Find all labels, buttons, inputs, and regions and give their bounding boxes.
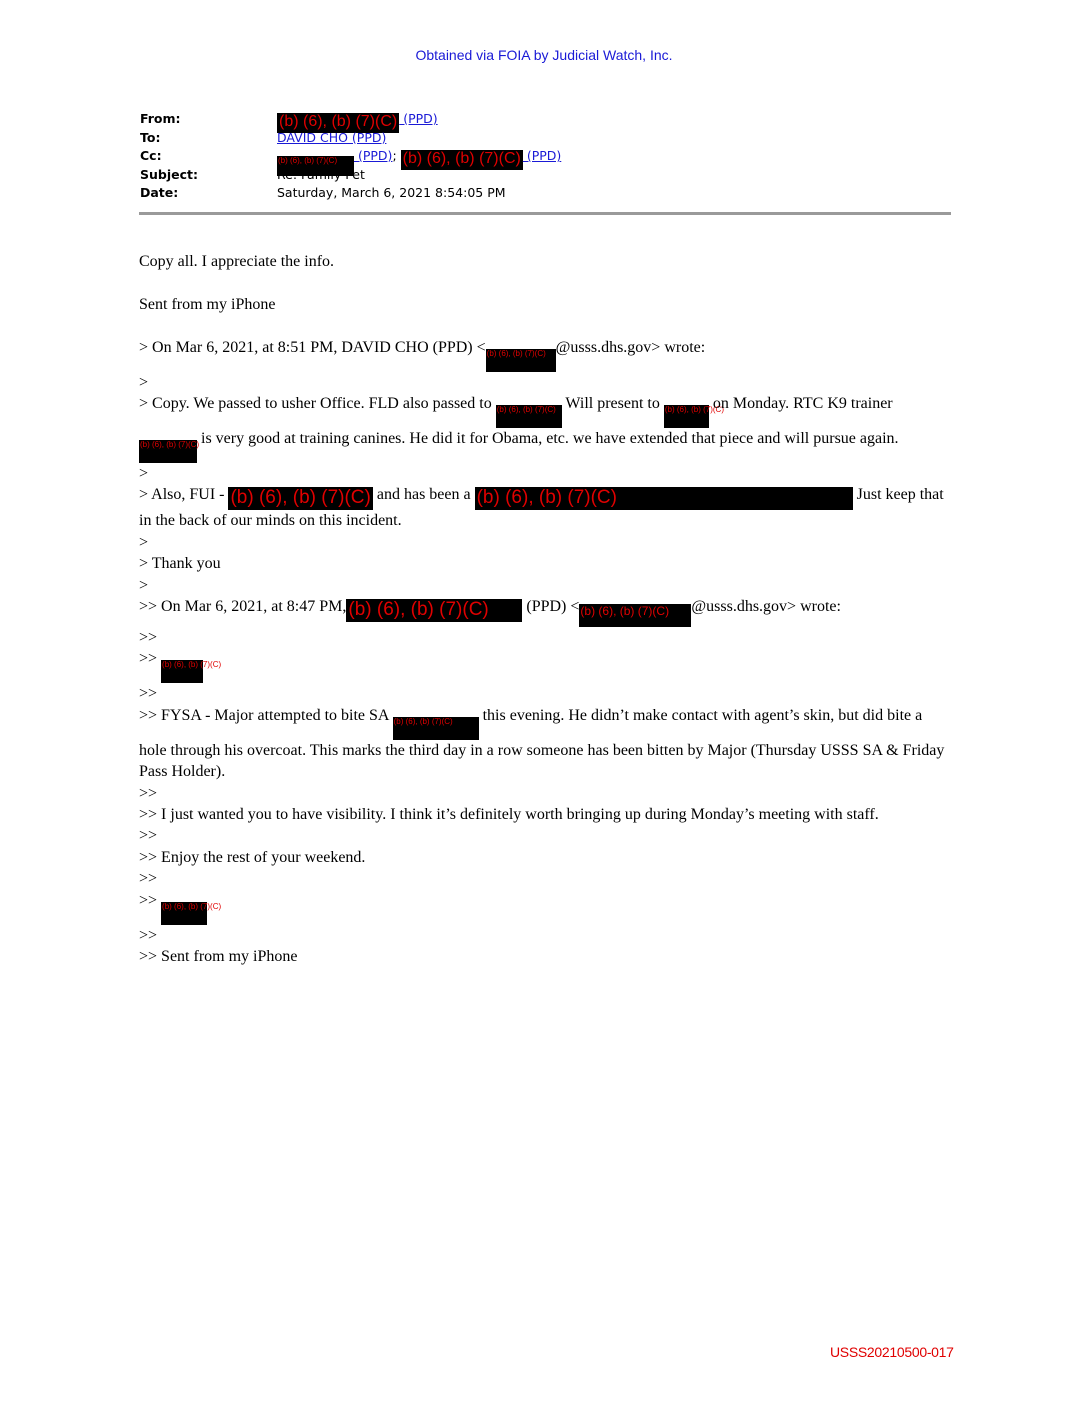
nested-quote-blank: >> bbox=[139, 827, 158, 845]
reply-signature: Sent from my iPhone bbox=[139, 295, 276, 313]
nested-quote-signature-name: >> (b) (6), (b) (7)(C) bbox=[139, 890, 951, 925]
quote-line: > Thank you bbox=[139, 555, 221, 573]
nested-quote-blank: >> bbox=[139, 685, 158, 703]
document-bates-number: USSS20210500-017 bbox=[830, 1344, 954, 1360]
date-value: Saturday, March 6, 2021 8:54:05 PM bbox=[277, 185, 506, 200]
nested-quote-blank: >> bbox=[139, 784, 158, 802]
nested-quote-line: >> Enjoy the rest of your weekend. bbox=[139, 848, 366, 866]
redaction-block: (b) (6), (b) (7)(C) bbox=[161, 660, 203, 683]
quote-paragraph: > Copy. We passed to usher Office. FLD also passed to (b) (6), (b) (7)(C) Will present to (b) (6), (b) (7)(C) on Monday. RTC K9 trainer (b) (6), (b) (7)(C) is very good at training canines. He did it for Obama, etc. we have extended that piece and will pursue again. bbox=[139, 393, 951, 463]
nested-quote-salutation: >> (b) (6), (b) (7)(C) bbox=[139, 648, 951, 683]
nested-quote-blank: >> bbox=[139, 926, 158, 944]
redaction-block: (b) (6), (b) (7)(C) bbox=[393, 717, 479, 740]
redaction-block: (b) (6), (b) (7)(C) bbox=[486, 349, 556, 372]
cc-suffix-1[interactable]: (PPD) bbox=[354, 148, 393, 163]
redaction-block: (b) (6), (b) (7)(C) bbox=[346, 599, 522, 622]
nested-quote-line: >> I just wanted you to have visibility. I think it’s definitely worth bringing up during Monday’s meeting with staff. bbox=[139, 806, 879, 824]
redaction-block: (b) (6), (b) (7)(C) bbox=[475, 487, 853, 510]
nested-quote-signature: >> Sent from my iPhone bbox=[139, 948, 298, 966]
quote-blank: > bbox=[139, 465, 149, 482]
quote-paragraph: > Also, FUI - (b) (6), (b) (7)(C) and has been a (b) (6), (b) (7)(C) Just keep that in the back of our minds on this incident. bbox=[139, 486, 944, 530]
nested-quote-blank: >> bbox=[139, 629, 158, 647]
redaction-block: (b) (6), (b) (7)(C) bbox=[496, 405, 562, 428]
cc-suffix-2[interactable]: (PPD) bbox=[522, 148, 562, 163]
quote-header: > On Mar 6, 2021, at 8:51 PM, DAVID CHO (PPD) <(b) (6), (b) (7)(C) @usss.dhs.gov> wrote: bbox=[139, 337, 951, 372]
redaction-block: (b) (6), (b) (7)(C) bbox=[139, 440, 197, 463]
redaction-block: (b) (6), (b) (7)(C) bbox=[277, 113, 399, 133]
redaction-block: (b) (6), (b) (7)(C) bbox=[664, 405, 709, 428]
redaction-block: (b) (6), (b) (7)(C) bbox=[230, 487, 371, 509]
quote-blank: > bbox=[139, 576, 149, 594]
header-divider bbox=[139, 212, 951, 215]
nested-quote-header: >> On Mar 6, 2021, at 8:47 PM, (b) (6), (b) (7)(C) (PPD) <(b) (6), (b) (7)(C) @usss.dhs.gov> wrote: bbox=[139, 596, 951, 627]
from-label: From: bbox=[140, 111, 181, 126]
redaction-block: (b) (6), (b) (7)(C) bbox=[277, 156, 354, 176]
redaction-block: (b) (6), (b) (7)(C) bbox=[579, 604, 691, 627]
email-body bbox=[139, 251, 951, 968]
to-value[interactable]: DAVID CHO (PPD) bbox=[277, 129, 387, 145]
subject-label: Subject: bbox=[140, 166, 198, 182]
cc-label: Cc: bbox=[140, 148, 162, 163]
from-suffix[interactable]: (PPD) bbox=[399, 111, 438, 126]
cc-separator: ; bbox=[392, 148, 401, 163]
foia-banner: Obtained via FOIA by Judicial Watch, Inc. bbox=[415, 47, 673, 63]
date-label: Date: bbox=[140, 185, 179, 200]
nested-quote-blank: >> bbox=[139, 870, 158, 888]
redaction-block: (b) (6), (b) (7)(C) bbox=[401, 150, 523, 170]
quote-blank: > bbox=[139, 373, 149, 391]
quote-blank: > bbox=[139, 533, 149, 551]
subject-value: Re: Family Pet bbox=[277, 166, 365, 182]
redaction-block: (b) (6), (b) (7)(C) bbox=[161, 902, 207, 925]
to-label: To: bbox=[140, 129, 161, 145]
nested-quote-paragraph: >> FYSA - Major attempted to bite SA (b) (6), (b) (7)(C) this evening. He didn’t make contact with agent’s skin, but did bite a hole through his overcoat. This marks the third day in a row someone has been bitten by Major (Thursday USSS SA & Friday Pass Holder). bbox=[139, 706, 945, 781]
reply-line: Copy all. I appreciate the info. bbox=[139, 253, 335, 270]
